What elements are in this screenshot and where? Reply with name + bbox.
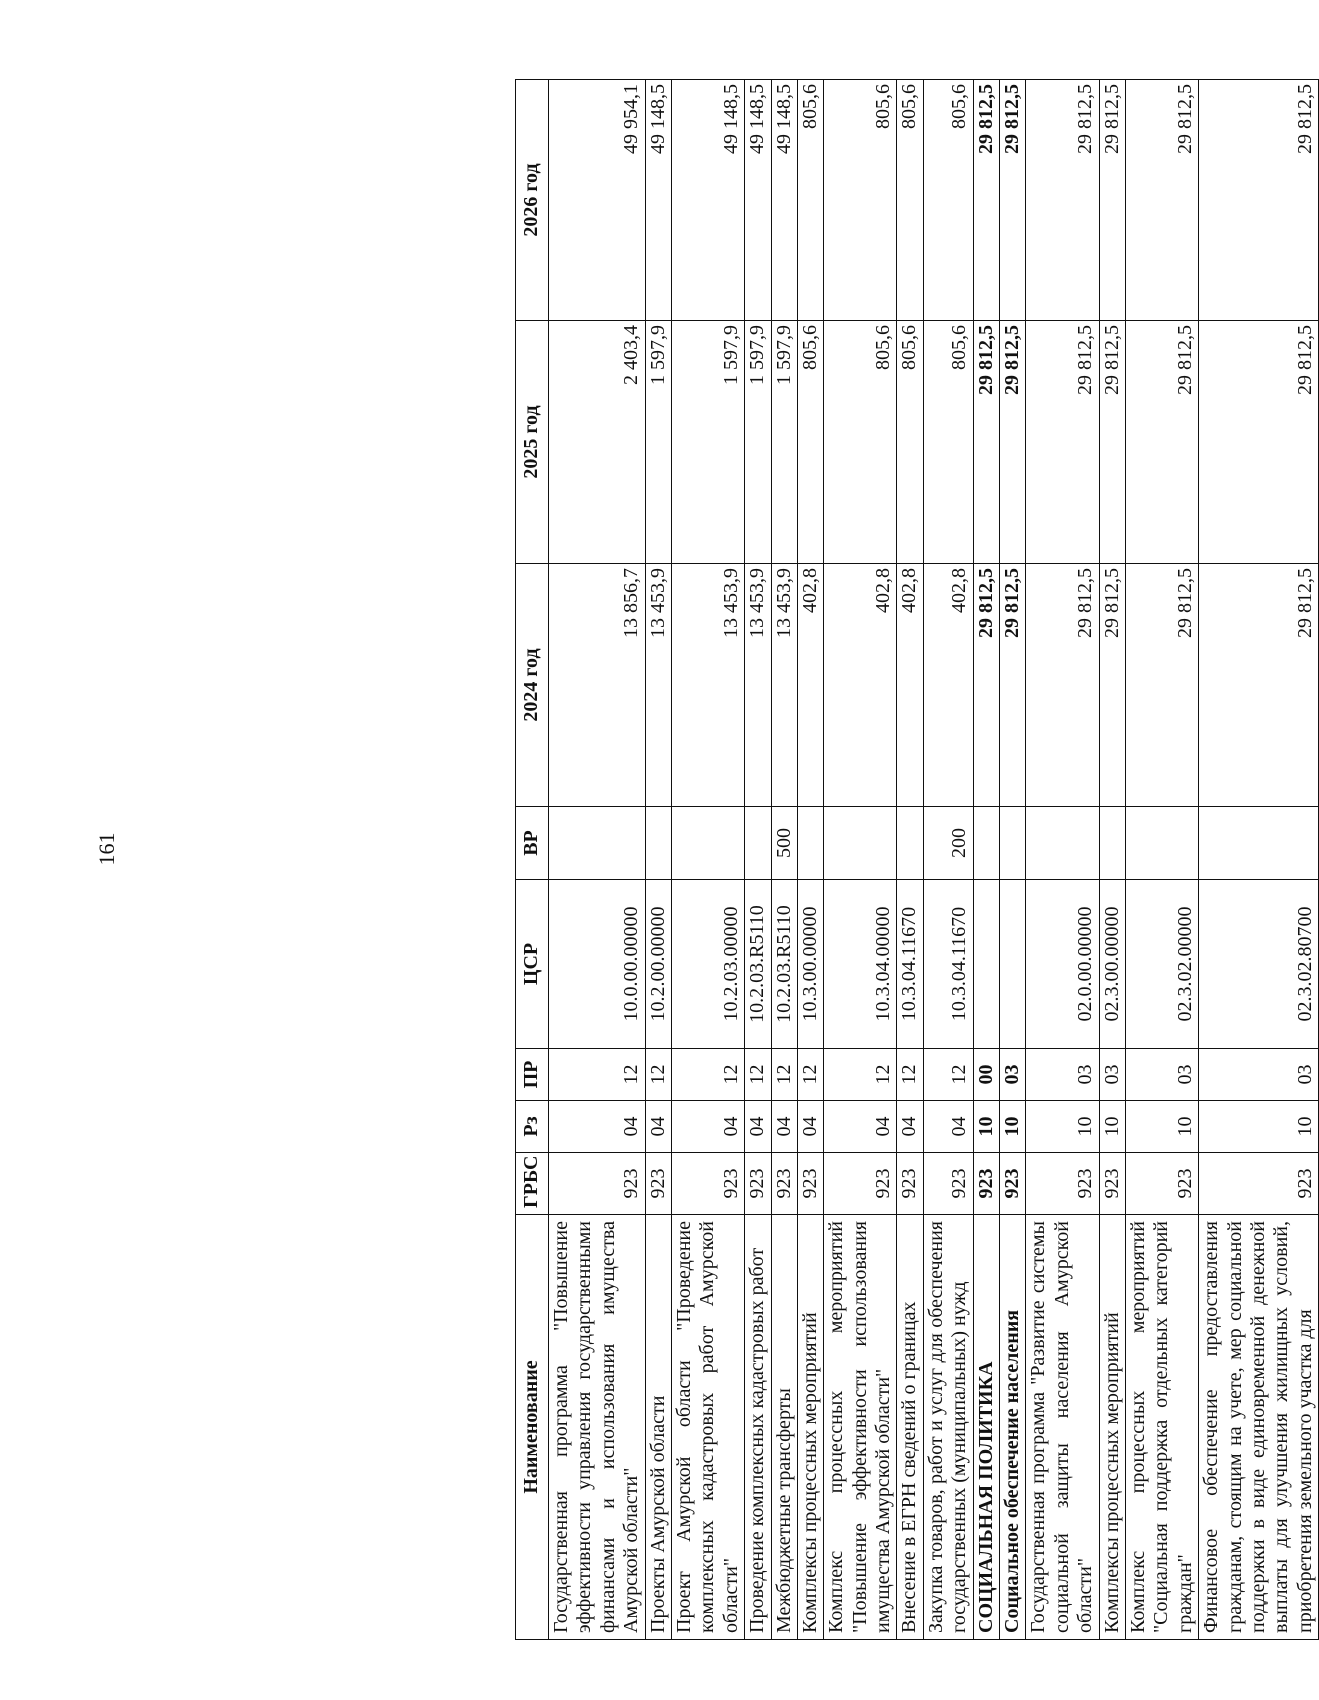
cell-2024: 13 453,9 bbox=[745, 564, 771, 807]
cell-name: Социальное обеспечение населения bbox=[1000, 1215, 1026, 1640]
cell-2026: 29 812,5 bbox=[973, 80, 999, 321]
cell-2025: 1 597,9 bbox=[745, 321, 771, 564]
cell-csr: 10.3.00.00000 bbox=[797, 880, 823, 1049]
cell-csr: 02.0.00.00000 bbox=[1026, 880, 1099, 1049]
cell-2025: 29 812,5 bbox=[973, 321, 999, 564]
header-csr: ЦСР bbox=[516, 880, 549, 1049]
cell-2026: 805,6 bbox=[824, 80, 897, 321]
table-row bbox=[549, 80, 646, 1640]
table-row-subsection-total bbox=[1000, 80, 1026, 1640]
cell-2025: 29 812,5 bbox=[1026, 321, 1099, 564]
cell-rz: 04 bbox=[797, 1101, 823, 1153]
cell-2025: 1 597,9 bbox=[645, 321, 671, 564]
table-row bbox=[797, 80, 823, 1640]
table-row-section-total bbox=[973, 80, 999, 1640]
page-number: 161 bbox=[94, 832, 119, 866]
cell-grbs: 923 bbox=[797, 1153, 823, 1215]
cell-grbs: 923 bbox=[1000, 1153, 1026, 1215]
cell-vr bbox=[1125, 807, 1198, 880]
cell-name: Государственная программа "Повышение эффективности управления государственными финансами и использования имущества Амурской области" bbox=[549, 1215, 646, 1640]
cell-name: Государственная программа "Развитие системы социальной защиты населения Амурской области" bbox=[1026, 1215, 1099, 1640]
cell-pr: 12 bbox=[645, 1049, 671, 1101]
cell-pr: 12 bbox=[549, 1049, 646, 1101]
cell-vr bbox=[1199, 807, 1319, 880]
cell-rz: 04 bbox=[897, 1101, 923, 1153]
cell-2024: 29 812,5 bbox=[973, 564, 999, 807]
cell-vr bbox=[1026, 807, 1099, 880]
cell-name: Закупка товаров, работ и услуг для обеспечения государственных (муниципальных) нужд bbox=[923, 1215, 973, 1640]
cell-name: Комплексы процессных мероприятий bbox=[1099, 1215, 1125, 1640]
header-name: Наименование bbox=[516, 1215, 549, 1640]
cell-grbs: 923 bbox=[923, 1153, 973, 1215]
cell-grbs: 923 bbox=[824, 1153, 897, 1215]
cell-vr bbox=[645, 807, 671, 880]
cell-csr: 10.2.03.R5110 bbox=[771, 880, 797, 1049]
cell-csr: 10.3.04.11670 bbox=[923, 880, 973, 1049]
header-grbs: ГРБС bbox=[516, 1153, 549, 1215]
cell-rz: 04 bbox=[824, 1101, 897, 1153]
cell-name: Проект Амурской области "Проведение комплексных кадастровых работ Амурской области" bbox=[671, 1215, 744, 1640]
cell-pr: 12 bbox=[897, 1049, 923, 1101]
cell-2025: 29 812,5 bbox=[1000, 321, 1026, 564]
table-row bbox=[1026, 80, 1099, 1640]
cell-name: Проекты Амурской области bbox=[645, 1215, 671, 1640]
cell-pr: 03 bbox=[1199, 1049, 1319, 1101]
cell-2024: 13 453,9 bbox=[771, 564, 797, 807]
cell-rz: 04 bbox=[745, 1101, 771, 1153]
cell-grbs: 923 bbox=[973, 1153, 999, 1215]
cell-rz: 10 bbox=[973, 1101, 999, 1153]
cell-csr bbox=[973, 880, 999, 1049]
cell-csr: 10.2.03.00000 bbox=[671, 880, 744, 1049]
cell-name: Внесение в ЕГРН сведений о границах bbox=[897, 1215, 923, 1640]
cell-vr bbox=[1000, 807, 1026, 880]
cell-2025: 805,6 bbox=[897, 321, 923, 564]
cell-2025: 1 597,9 bbox=[671, 321, 744, 564]
cell-grbs: 923 bbox=[645, 1153, 671, 1215]
cell-2024: 13 453,9 bbox=[671, 564, 744, 807]
table-row bbox=[824, 80, 897, 1640]
cell-2024: 29 812,5 bbox=[1000, 564, 1026, 807]
cell-2024: 29 812,5 bbox=[1026, 564, 1099, 807]
cell-2026: 49 148,5 bbox=[771, 80, 797, 321]
cell-vr: 200 bbox=[923, 807, 973, 880]
cell-rz: 10 bbox=[1000, 1101, 1026, 1153]
cell-vr bbox=[745, 807, 771, 880]
cell-pr: 12 bbox=[671, 1049, 744, 1101]
cell-rz: 04 bbox=[923, 1101, 973, 1153]
cell-name: Проведение комплексных кадастровых работ bbox=[745, 1215, 771, 1640]
cell-name: Комплекс процессных мероприятий "Повышение эффективности использования имущества Амурской области" bbox=[824, 1215, 897, 1640]
cell-pr: 12 bbox=[923, 1049, 973, 1101]
cell-vr: 500 bbox=[771, 807, 797, 880]
cell-rz: 04 bbox=[645, 1101, 671, 1153]
cell-csr bbox=[1000, 880, 1026, 1049]
cell-2026: 29 812,5 bbox=[1125, 80, 1198, 321]
cell-csr: 10.2.00.00000 bbox=[645, 880, 671, 1049]
budget-table bbox=[515, 79, 1319, 1640]
cell-2026: 49 148,5 bbox=[671, 80, 744, 321]
cell-2026: 805,6 bbox=[897, 80, 923, 321]
cell-pr: 03 bbox=[1026, 1049, 1099, 1101]
header-vr: ВР bbox=[516, 807, 549, 880]
cell-2024: 29 812,5 bbox=[1099, 564, 1125, 807]
cell-pr: 03 bbox=[1000, 1049, 1026, 1101]
table-row bbox=[671, 80, 744, 1640]
cell-2025: 805,6 bbox=[824, 321, 897, 564]
cell-2026: 29 812,5 bbox=[1000, 80, 1026, 321]
cell-2026: 805,6 bbox=[923, 80, 973, 321]
cell-2024: 29 812,5 bbox=[1199, 564, 1319, 807]
table-row bbox=[645, 80, 671, 1640]
cell-csr: 10.0.00.00000 bbox=[549, 880, 646, 1049]
cell-2025: 805,6 bbox=[923, 321, 973, 564]
header-2025: 2025 год bbox=[516, 321, 549, 564]
cell-2026: 29 812,5 bbox=[1026, 80, 1099, 321]
cell-2024: 402,8 bbox=[797, 564, 823, 807]
cell-pr: 03 bbox=[1099, 1049, 1125, 1101]
header-rz: Рз bbox=[516, 1101, 549, 1153]
cell-name: Комплексы процессных мероприятий bbox=[797, 1215, 823, 1640]
cell-csr: 10.3.04.11670 bbox=[897, 880, 923, 1049]
cell-rz: 04 bbox=[771, 1101, 797, 1153]
cell-vr bbox=[973, 807, 999, 880]
cell-2025: 29 812,5 bbox=[1125, 321, 1198, 564]
cell-name: СОЦИАЛЬНАЯ ПОЛИТИКА bbox=[973, 1215, 999, 1640]
cell-grbs: 923 bbox=[1199, 1153, 1319, 1215]
cell-vr bbox=[797, 807, 823, 880]
cell-rz: 10 bbox=[1099, 1101, 1125, 1153]
table-header-row bbox=[516, 80, 549, 1640]
cell-rz: 04 bbox=[671, 1101, 744, 1153]
cell-grbs: 923 bbox=[549, 1153, 646, 1215]
cell-2024: 402,8 bbox=[897, 564, 923, 807]
table-row bbox=[1199, 80, 1319, 1640]
cell-grbs: 923 bbox=[897, 1153, 923, 1215]
table-row bbox=[897, 80, 923, 1640]
cell-rz: 10 bbox=[1125, 1101, 1198, 1153]
table-row bbox=[745, 80, 771, 1640]
cell-pr: 12 bbox=[745, 1049, 771, 1101]
cell-pr: 00 bbox=[973, 1049, 999, 1101]
cell-2026: 29 812,5 bbox=[1099, 80, 1125, 321]
cell-grbs: 923 bbox=[771, 1153, 797, 1215]
cell-2026: 49 954,1 bbox=[549, 80, 646, 321]
cell-2025: 2 403,4 bbox=[549, 321, 646, 564]
cell-csr: 02.3.02.00000 bbox=[1125, 880, 1198, 1049]
cell-vr bbox=[549, 807, 646, 880]
cell-vr bbox=[1099, 807, 1125, 880]
cell-2026: 29 812,5 bbox=[1199, 80, 1319, 321]
cell-pr: 12 bbox=[771, 1049, 797, 1101]
cell-name: Межбюджетные трансферты bbox=[771, 1215, 797, 1640]
cell-vr bbox=[824, 807, 897, 880]
cell-2026: 49 148,5 bbox=[745, 80, 771, 321]
cell-2024: 402,8 bbox=[923, 564, 973, 807]
cell-vr bbox=[897, 807, 923, 880]
header-2026: 2026 год bbox=[516, 80, 549, 321]
cell-grbs: 923 bbox=[1026, 1153, 1099, 1215]
table-row bbox=[771, 80, 797, 1640]
cell-2025: 1 597,9 bbox=[771, 321, 797, 564]
cell-rz: 10 bbox=[1199, 1101, 1319, 1153]
cell-grbs: 923 bbox=[1099, 1153, 1125, 1215]
table-row bbox=[1099, 80, 1125, 1640]
cell-pr: 03 bbox=[1125, 1049, 1198, 1101]
cell-name: Финансовое обеспечение предоставления гражданам, стоящим на учете, мер социальной поддержки в виде единовременной денежной выплаты для улучшения жилищных условий, приобретения земельного участка для bbox=[1199, 1215, 1319, 1640]
cell-2025: 29 812,5 bbox=[1199, 321, 1319, 564]
header-pr: ПР bbox=[516, 1049, 549, 1101]
cell-2026: 805,6 bbox=[797, 80, 823, 321]
table-row bbox=[1125, 80, 1198, 1640]
cell-name: Комплекс процессных мероприятий "Социальная поддержка отдельных категорий граждан" bbox=[1125, 1215, 1198, 1640]
cell-csr: 02.3.02.80700 bbox=[1199, 880, 1319, 1049]
cell-grbs: 923 bbox=[745, 1153, 771, 1215]
cell-2024: 13 856,7 bbox=[549, 564, 646, 807]
cell-rz: 10 bbox=[1026, 1101, 1099, 1153]
header-2024: 2024 год bbox=[516, 564, 549, 807]
cell-2024: 29 812,5 bbox=[1125, 564, 1198, 807]
cell-pr: 12 bbox=[797, 1049, 823, 1101]
cell-2026: 49 148,5 bbox=[645, 80, 671, 321]
table-row bbox=[923, 80, 973, 1640]
cell-grbs: 923 bbox=[1125, 1153, 1198, 1215]
cell-vr bbox=[671, 807, 744, 880]
cell-2024: 402,8 bbox=[824, 564, 897, 807]
budget-table-container bbox=[515, 80, 1316, 1640]
cell-2024: 13 453,9 bbox=[645, 564, 671, 807]
cell-csr: 10.3.04.00000 bbox=[824, 880, 897, 1049]
cell-rz: 04 bbox=[549, 1101, 646, 1153]
cell-2025: 29 812,5 bbox=[1099, 321, 1125, 564]
cell-pr: 12 bbox=[824, 1049, 897, 1101]
cell-csr: 10.2.03.R5110 bbox=[745, 880, 771, 1049]
cell-csr: 02.3.00.00000 bbox=[1099, 880, 1125, 1049]
cell-2025: 805,6 bbox=[797, 321, 823, 564]
cell-grbs: 923 bbox=[671, 1153, 744, 1215]
